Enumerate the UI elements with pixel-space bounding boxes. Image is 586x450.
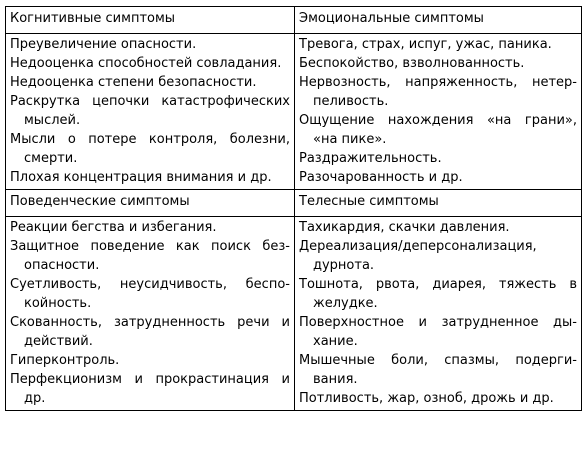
list-item: Защитное поведение как поиск безопасности.	[10, 239, 290, 273]
emotional-body-cell	[295, 34, 582, 190]
bodily-title: Телесные симптомы	[299, 194, 439, 209]
list-item: Разочарованность и др.	[299, 170, 463, 185]
emotional-list	[299, 34, 577, 187]
list-item: Плохая концентрация внимания и др.	[10, 170, 272, 185]
list-item: Перфекционизм и прокрастинация и др.	[10, 372, 290, 406]
list-item: Недооценка степени безопасности.	[10, 75, 257, 90]
cognitive-body-cell	[6, 34, 295, 190]
list-item: Поверхностное и затрудненное дыхание.	[299, 315, 577, 349]
list-item: Мышечные боли, спазмы, подергивания.	[299, 353, 577, 387]
list-item: Раскрутка цепочки катастрофических мыслей.	[10, 94, 290, 128]
behavioral-title: Поведенческие симптомы	[10, 194, 190, 209]
list-item: Раздражительность.	[299, 151, 442, 166]
list-item: Тошнота, рвота, диарея, тяжесть в желудке.	[299, 277, 577, 311]
list-item: Скованность, затрудненность речи и действий.	[10, 315, 290, 349]
list-item: Дереализация/деперсонализация, дурнота.	[299, 239, 537, 273]
header-row-top	[6, 7, 582, 34]
bodily-list	[299, 217, 577, 408]
list-item: Реакции бегства и избегания.	[10, 220, 217, 235]
symptoms-table	[5, 6, 582, 411]
cognitive-list	[10, 34, 290, 187]
behavioral-body-cell	[6, 217, 295, 411]
bodily-body-cell	[295, 217, 582, 411]
header-row-bottom	[6, 190, 582, 217]
list-item: Ощущение нахождения «на грани», «на пике».	[299, 113, 577, 147]
list-item: Потливость, жар, озноб, дрожь и др.	[299, 391, 554, 406]
list-item: Беспокойство, взволнованность.	[299, 56, 525, 71]
list-item: Суетливость, неусидчивость, беспокойность.	[10, 277, 290, 311]
body-row-top	[6, 34, 582, 190]
bodily-header-cell	[295, 190, 582, 217]
cognitive-title: Когнитивные симптомы	[10, 11, 176, 26]
cognitive-header-cell	[6, 7, 295, 34]
behavioral-header-cell	[6, 190, 295, 217]
behavioral-list	[10, 217, 290, 408]
list-item: Тревога, страх, испуг, ужас, паника.	[299, 37, 552, 52]
list-item: Преувеличение опасности.	[10, 37, 197, 52]
emotional-title: Эмоциональные симптомы	[299, 11, 484, 26]
symptoms-table-container	[5, 6, 581, 444]
list-item: Тахикардия, скачки давления.	[299, 220, 510, 235]
emotional-header-cell	[295, 7, 582, 34]
list-item: Недооценка способностей совладания.	[10, 56, 282, 71]
list-item: Гиперконтроль.	[10, 353, 120, 368]
list-item: Нервозность, напряженность, нетерпеливость.	[299, 75, 577, 109]
list-item: Мысли о потере контроля, болезни, смерти.	[10, 132, 290, 166]
body-row-bottom	[6, 217, 582, 411]
